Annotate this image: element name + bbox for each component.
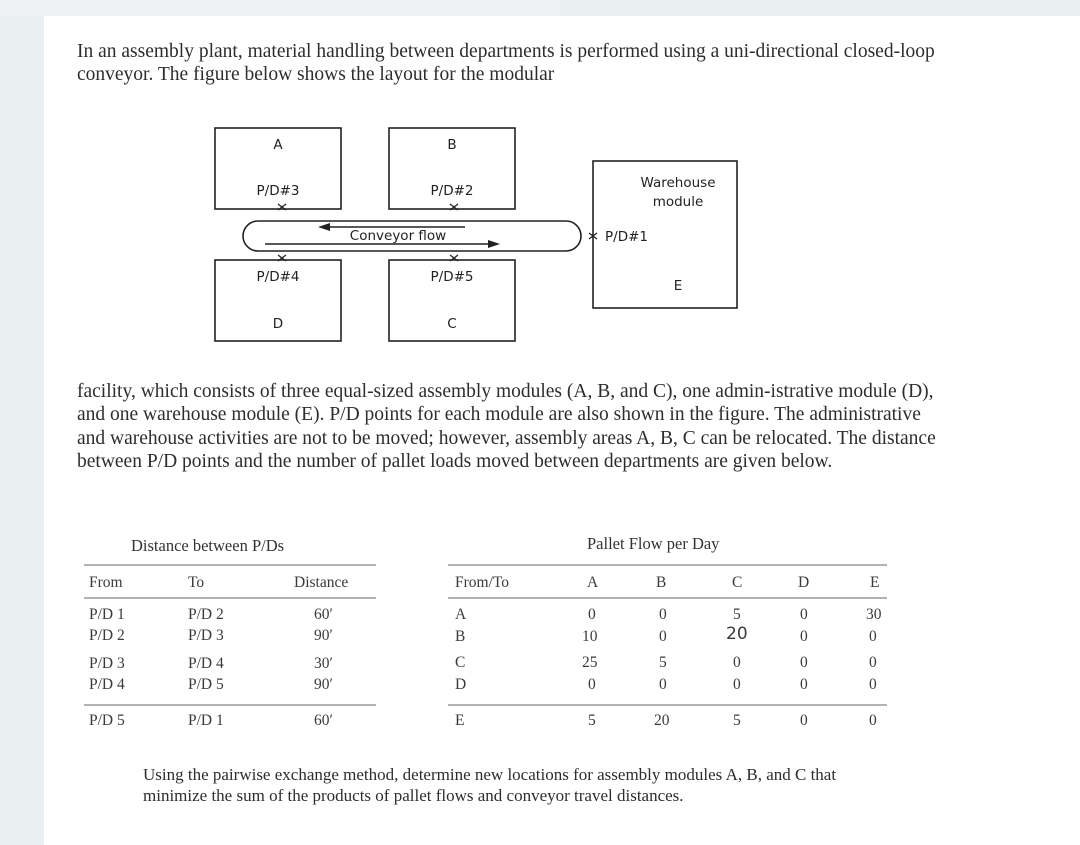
flow-cell: 0 — [588, 606, 596, 623]
warehouse-label-line2: module — [652, 194, 704, 210]
flow-cell: 5 — [733, 712, 741, 729]
flow-table-caption: Pallet Flow per Day — [587, 534, 720, 553]
table-row: D — [455, 676, 467, 693]
flow-header-c: C — [732, 574, 743, 591]
flow-cell: 20 — [726, 624, 748, 644]
flow-header-a: A — [587, 574, 599, 591]
question-paragraph: Using the pairwise exchange method, determine new locations for assembly modules A, B, and C that minimize the sum of the products of pallet flows and conveyor travel distances. — [143, 765, 837, 805]
flow-cell: 0 — [659, 628, 667, 645]
flow-cell: 0 — [659, 606, 667, 623]
flow-cell: 0 — [800, 606, 808, 623]
flow-header-fromto: From/To — [455, 574, 510, 591]
table-row: P/D 4 — [89, 676, 125, 693]
distance-table-caption: Distance between P/Ds — [131, 536, 285, 555]
flow-cell: 0 — [800, 654, 808, 671]
dist-header-from: From — [89, 574, 123, 591]
flow-cell: 30 — [866, 606, 882, 623]
conveyor-flow-label: Conveyor flow — [349, 228, 447, 244]
flow-header-b: B — [656, 574, 667, 591]
flow-cell: 0 — [659, 676, 667, 693]
module-a-label: A — [273, 137, 283, 153]
dist-cell: P/D 5 — [188, 676, 224, 693]
table-row: P/D 3 — [89, 655, 125, 672]
dist-header-to: To — [188, 574, 205, 591]
pd1-label: P/D#1 — [605, 229, 648, 245]
dist-cell: 60′ — [314, 712, 333, 729]
flow-cell: 0 — [733, 676, 741, 693]
pd5-label: P/D#5 — [430, 269, 474, 285]
dist-cell: P/D 4 — [188, 655, 224, 672]
dist-cell: P/D 3 — [188, 627, 224, 644]
flow-cell: 0 — [800, 712, 808, 729]
dist-cell: 90′ — [314, 627, 333, 644]
module-c-label: C — [447, 316, 457, 332]
flow-cell: 25 — [582, 654, 598, 671]
table-row: P/D 5 — [89, 712, 125, 729]
table-row: A — [455, 606, 467, 623]
table-row: B — [455, 628, 466, 645]
description-paragraph: facility, which consists of three equal-sized assembly modules (A, B, and C), one admin-istrative module (D), and one warehouse module (E). P/D points for each module are also shown in the figure. The administrative and warehouse activities are not to be moved; however, assembly areas A, B, C can be relocated. The distance between P/D points and the number of pallet loads moved between departments are given below. — [77, 381, 936, 472]
flow-cell: 0 — [800, 676, 808, 693]
flow-cell: 5 — [733, 606, 741, 623]
flow-cell: 0 — [800, 628, 808, 645]
table-row: P/D 1 — [89, 606, 125, 623]
flow-cell: 5 — [588, 712, 596, 729]
flow-cell: 0 — [869, 654, 877, 671]
dist-cell: P/D 1 — [188, 712, 224, 729]
dist-cell: 30′ — [314, 655, 333, 672]
dist-cell: 90′ — [314, 676, 333, 693]
flow-cell: 20 — [654, 712, 670, 729]
module-b-label: B — [447, 137, 457, 153]
table-row: E — [455, 712, 465, 729]
pd4-label: P/D#4 — [256, 269, 300, 285]
flow-header-e: E — [870, 574, 880, 591]
flow-cell: 10 — [582, 628, 598, 645]
pd2-label: P/D#2 — [430, 183, 474, 199]
module-d-label: D — [272, 316, 284, 332]
pd3-label: P/D#3 — [256, 183, 300, 199]
intro-paragraph: In an assembly plant, material handling between departments is performed using a uni-directional closed-loop conveyor. The figure below shows the layout for the modular — [77, 41, 935, 86]
dist-header-distance: Distance — [294, 574, 349, 591]
dist-cell: P/D 2 — [188, 606, 224, 623]
flow-cell: 0 — [869, 628, 877, 645]
table-row: C — [455, 654, 466, 671]
flow-cell: 0 — [869, 676, 877, 693]
flow-cell: 0 — [869, 712, 877, 729]
flow-cell: 0 — [588, 676, 596, 693]
module-e-label: E — [673, 278, 683, 294]
flow-cell: 5 — [659, 654, 667, 671]
flow-cell: 0 — [733, 654, 741, 671]
table-row: P/D 2 — [89, 627, 125, 644]
dist-cell: 60′ — [314, 606, 333, 623]
warehouse-label-line1: Warehouse — [640, 175, 716, 191]
flow-header-d: D — [798, 574, 810, 591]
